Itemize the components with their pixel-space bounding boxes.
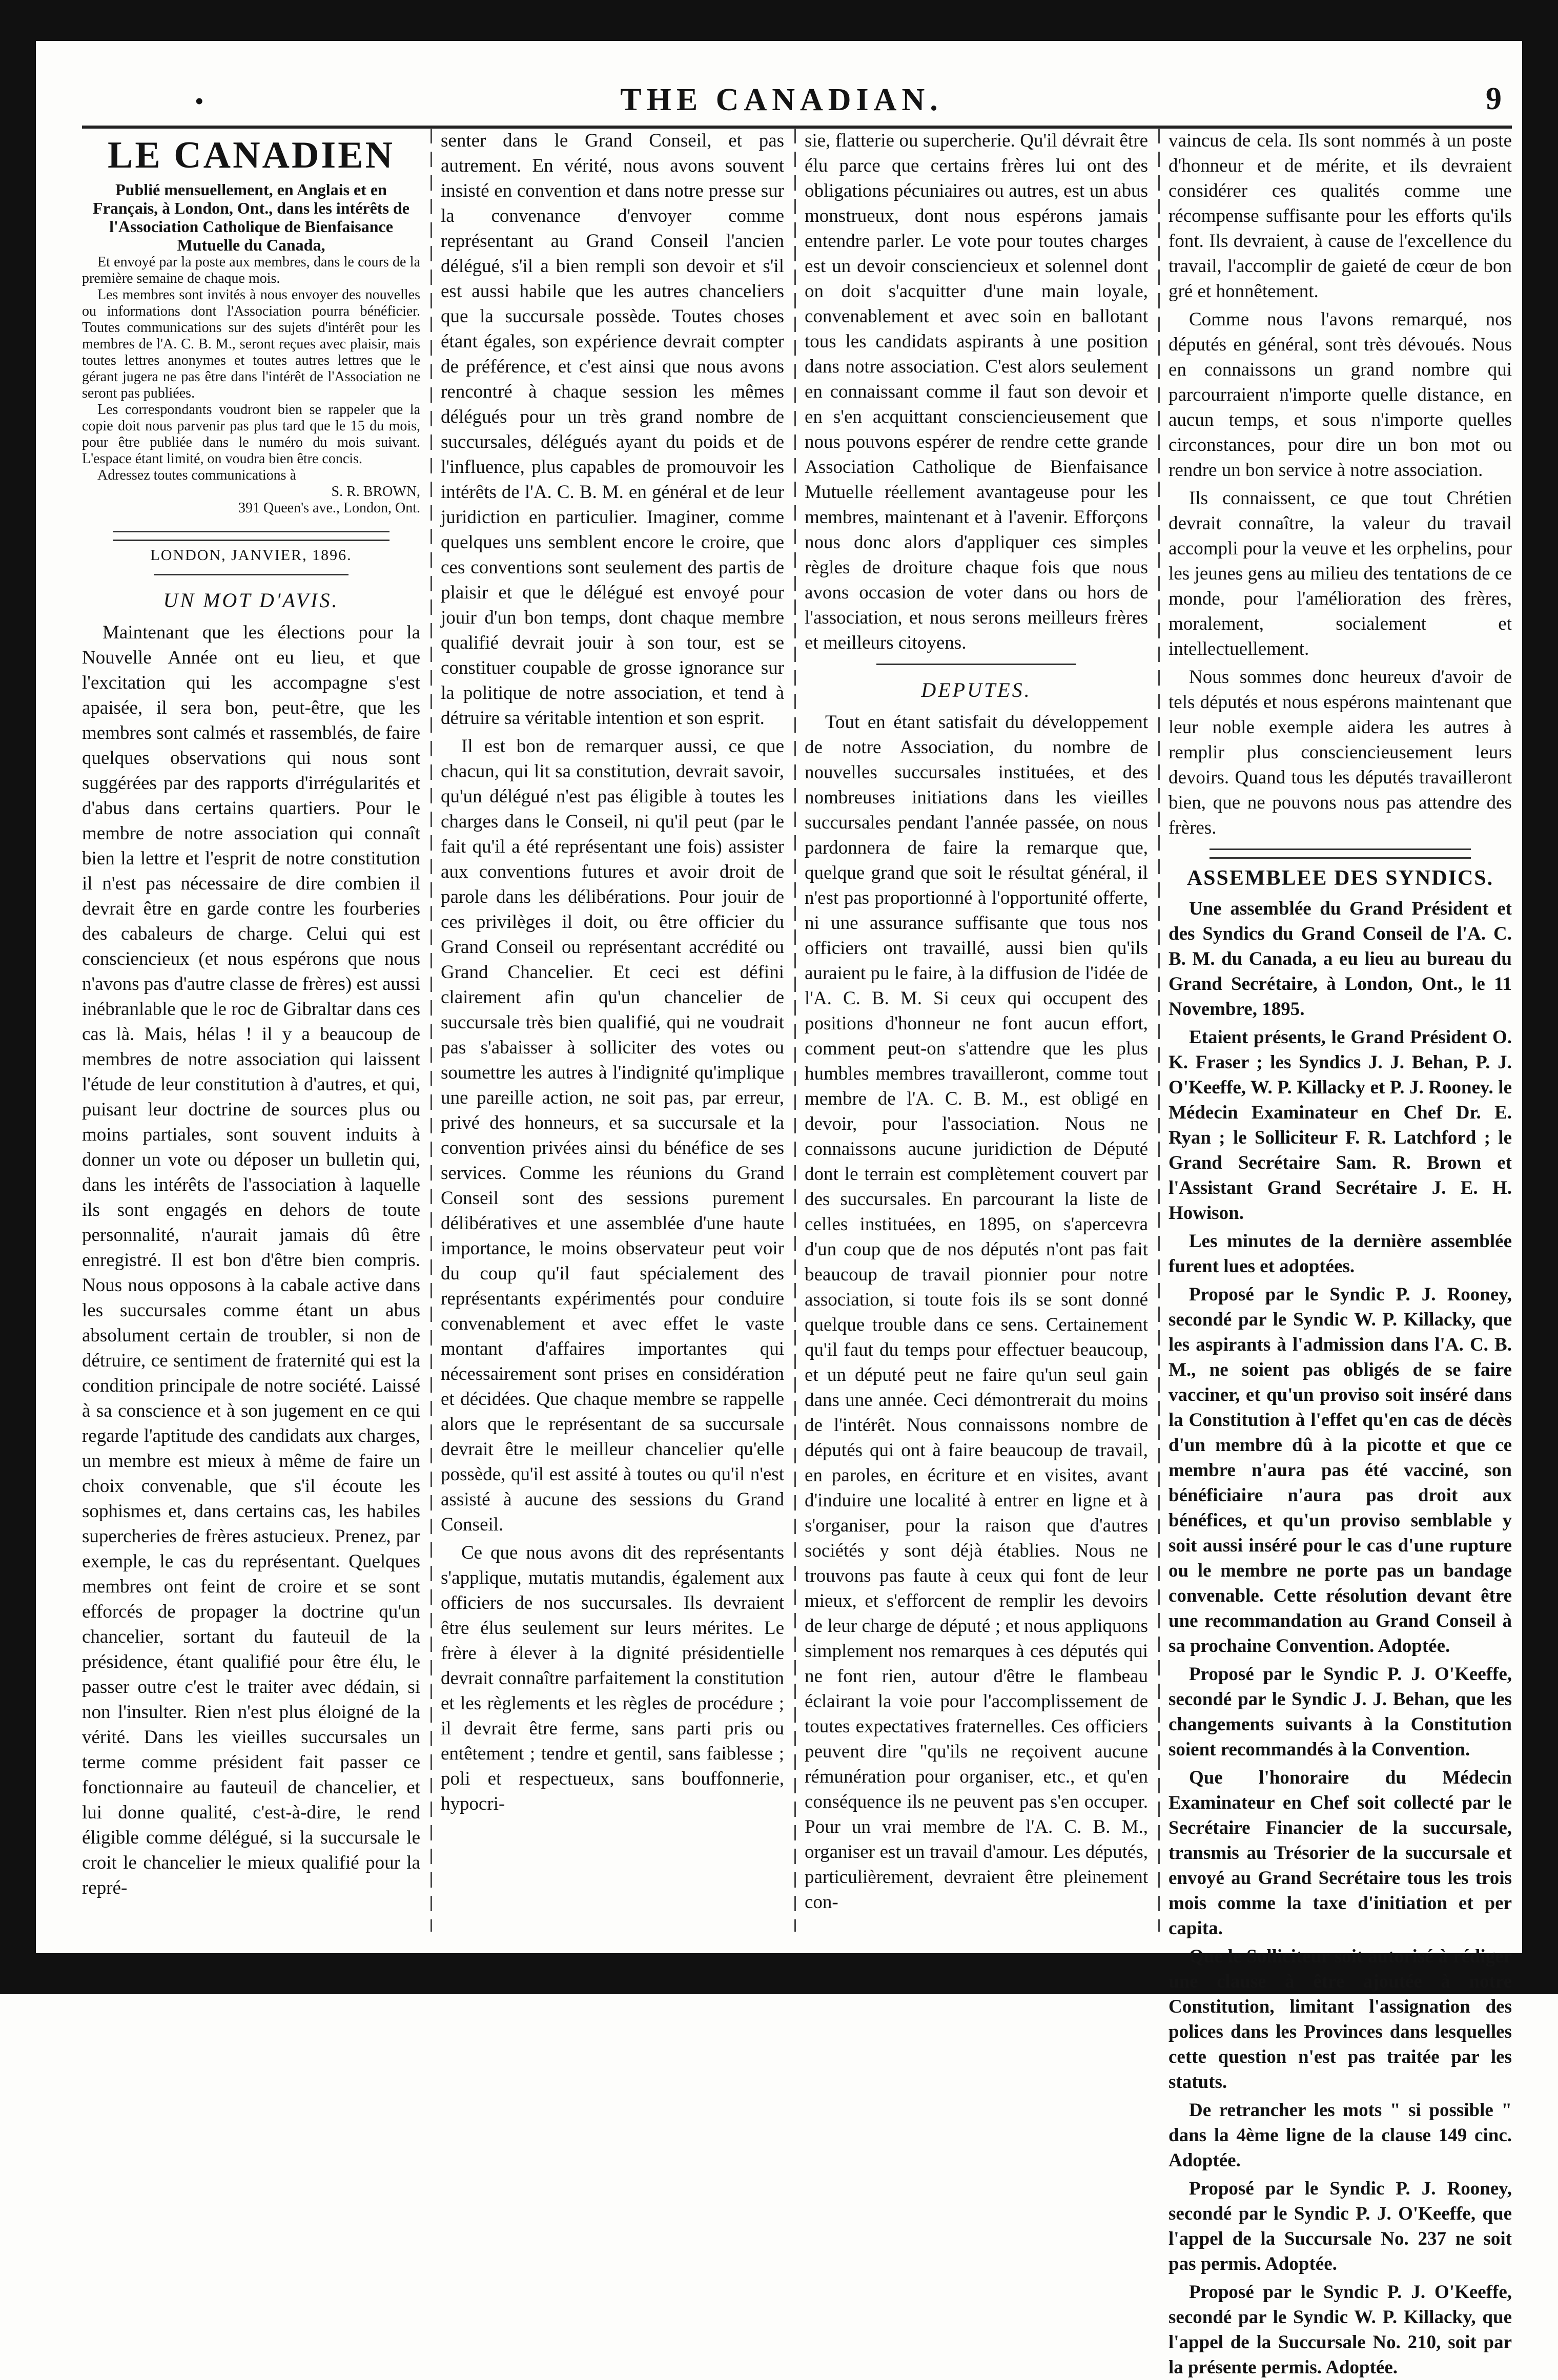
scan-border-right: [1522, 0, 1558, 1994]
notice-paragraph: Les correspondants voudront bien se rappeler que la copie doit nous parvenir pas plus tard que le 15 du mois, pour être publiée dans le numéro du mois suivant. L'espace étant limité, on voudra bien être concis.: [82, 402, 420, 467]
page-number: 9: [1486, 81, 1502, 116]
dateline: LONDON, JANVIER, 1896.: [150, 547, 352, 564]
publication-association: l'Association Catholique de Bienfaisance Mutuelle du Canada,: [109, 217, 393, 254]
ornamental-rule: [1210, 848, 1471, 859]
article-paragraph: Une assemblée du Grand Président et des Syndics du Grand Conseil de l'A. C. B. M. du Canada, a eu lieu au bureau du Grand Secrétaire, à London, Ont., le 11 Novembre, 1895.: [1168, 898, 1512, 1020]
notice-paragraph: Les membres sont invités à nous envoyer des nouvelles ou informations dont l'Association pourra bénéficier. Toutes communications sur des sujets d'intérêt pour les membres de l'A. C. B. M., seront reçues avec plaisir, mais toutes lettres anonymes et toutes autres lettres que le gérant jugera ne pas être dans l'intérêt de l'Association ne seront pas publiées.: [82, 287, 420, 401]
article-paragraph: Les minutes de la dernière assemblée furent lues et adoptées.: [1168, 1231, 1512, 1277]
column-4: [1168, 128, 1512, 2378]
publication-line: Et envoyé par la poste aux membres, dans le cours de la première semaine de chaque mois.: [82, 254, 420, 286]
article-paragraph: Proposé par le Syndic P. J. O'Keeffe, secondé par le Syndic J. J. Behan, que les changements suivants à la Constitution soient recommandés à la Convention.: [1168, 1664, 1512, 1760]
running-title: THE CANADIAN.: [620, 82, 943, 117]
article-paragraph: Proposé par le Syndic P. J. Rooney, secondé par le Syndic P. J. O'Keeffe, que l'appel de la Succursale No. 237 ne soit pas permis. Adoptée.: [1168, 2178, 1512, 2274]
article-paragraph: Il est bon de remarquer aussi, ce que chacun, qui lit sa constitution, devrait savoir, qu'un délégué n'est pas éligible à toutes les charges dans le Conseil, ni qu'il peut (par le fait qu'il a été représentant une fois) assister aux conventions futures et avoir droit de parole dans les délibérations. Pour jouir de ces privilèges il doit, ou être officier du Grand Conseil ou représentant accrédité ou Grand Chancelier. Et ceci est défini clairement afin qu'un chancelier de succursale très bien qualifié, qui ne voudrait pas s'abaisser à solliciter des votes ou soumettre les autres à l'indignité qu'implique une pareille action, ne soit pas, par erreur, privé des honneurs, et sa succursale et la convention privées ainsi du bénéfice de ses services. Comme les réunions du Grand Conseil sont des sessions purement délibératives et une assemblée d'une haute importance, le moins observateur peut voir du coup qu'il faut spécialement des représentants expérimentés pour conduire convenablement et avec effet le vaste montant d'affaires importantes qui nécessairement sont prises en considération et décidées. Que chaque membre se rappelle alors que le représentant de sa succursale devrait être le meilleur chancelier qu'elle possède, qu'il est assité à toutes ou qu'il n'est assisté à aucune des sessions du Grand Conseil.: [441, 736, 784, 1535]
article-paragraph: Ce que nous avons dit des représentants s'applique, mutatis mutandis, également aux officiers de nos succursales. Ils devraient être élus seulement sur leurs mérites. Le frère à élever à la dignité présidentielle devrait connaître parfaitement la constitution et les règlements et les règles de procédure ; il devrait être ferme, sans parti pris ou entêtement ; tendre et gentil, sans faiblesse ; poli et respectueux, sans bouffonnerie, hypocri-: [441, 1542, 784, 1814]
article-heading: UN MOT D'AVIS.: [163, 589, 339, 612]
thin-rule: [154, 574, 348, 578]
column-3: [805, 128, 1148, 1942]
header-dot: •: [195, 87, 204, 115]
scan-border-top: [0, 0, 1558, 41]
article-paragraph: sie, flatterie ou supercherie. Qu'il dévrait être élu parce que certains frères lui ont des obligations pécuniaires ou autres, est un abus monstrueux, dont nous espérons jamais entendre parler. Le vote pour toutes charges est un devoir consciencieux et solennel dont on doit s'acquitter d'une main loyale, convenablement et avec soin en ballotant tous les candidats aspirants à une position dans notre association. C'est alors seulement en connaissant comme il faut son devoir et en s'en acquittant consciencieusement que nous pouvons espérer de rendre cette grande Association Catholique de Bienfaisance Mutuelle réellement avantageuse pour les membres, maintenant et à l'avenir. Efforçons nous donc alors d'appliquer ces simples règles de droiture chaque fois que nous avons occasion de voter dans ou hors de l'association, et nous serons meilleurs frères et meilleurs citoyens.: [805, 130, 1148, 653]
article-heading: DEPUTES.: [921, 678, 1032, 701]
article-paragraph: Tout en étant satisfait du développement de notre Association, du nombre de nouvelles succursales instituées, et des nombreuses initiations dans les vieilles succursales pendant l'année passée, on nous pardonnera de faire la remarque que, quelque grand que soit le résultat général, il n'est pas proportionné à l'opportunité offerte, ni une assurance suffisante que tous nos officiers ont travaillé, aussi bien qu'ils auraient pu le faire, à la diffusion de l'idée de l'A. C. B. M. Si ceux qui occupent des positions d'honneur ne font aucun effort, comment peut-on s'attendre que les plus humbles membres travailleront, comme tout membre de l'A. C. B. M., est obligé en devoir, pour l'association. Nous ne connaissons aucune juridiction de Député dont le terrain est complètement couvert par des succursales. En parcourant la liste de celles instituées, en 1895, on s'apercevra d'un coup que de nos députés n'ont pas fait beaucoup de travail pionnier pour notre association, si toute fois ils se sont donné quelque trouble dans ce sens. Certainement qu'il faut du temps pour effectuer beaucoup, et un député peut ne faire qu'un seul gain dans une année. Ceci démontrerait du moins de l'intérêt. Nous connaissons nombre de députés qui ont à faire beaucoup de travail, en paroles, en écriture et en visites, avant d'induire une localité à entrer en ligne et à s'organiser, pour la raison que d'autres sociétés y sont déjà établies. Nous ne trouvons pas faute à ceux qui font de leur mieux, et s'efforcent de remplir les devoirs de leur charge de député ; et nous appliquons simplement nos remarques à ces députés qui ne font rien, autour d'être le flambeau éclairant la voie pour l'accomplissement de toutes expectatives fraternelles. Ces officiers peuvent dire "qu'ils ne reçoivent aucune rémunération pour organiser, etc., et qu'en conséquence ils ne peuvent pas s'en occuper. Pour un vrai membre de l'A. C. B. M., organiser est un travail d'amour. Les députés, particulièrement, devraient être pleinement con-: [805, 712, 1148, 1913]
column-divider: [430, 128, 432, 1932]
address-line: Adressez toutes communications à: [97, 467, 297, 483]
address-street: 391 Queen's ave., London, Ont.: [238, 500, 420, 516]
publication-line: Publié mensuellement, en Anglais et en Français, à London, Ont., dans les intérêts de: [93, 180, 409, 217]
masthead-block: [82, 180, 420, 516]
article-paragraph: Que le Solliciteur soit autorisé à rédiger une clause à être ajoutée à notre Constitution, limitant l'assignation des polices dans les Provinces dans lesquelles cette question n'est pas traitée par les statuts.: [1168, 1946, 1512, 2093]
article-paragraph: Proposé par le Syndic P. J. Rooney, secondé par le Syndic W. P. Killacky, que les aspirants à l'admission dans l'A. C. B. M., ne soient pas obligés de se faire vacciner, et qu'un proviso soit inséré dans la Constitution à l'effet qu'en cas de décès d'un membre dû à la picotte et que ce membre n'aura pas été vacciné, son bénéficiaire n'aura pas droit aux bénéfices, et qu'un proviso semblable y soit aussi inséré pour le cas d'une rupture ou le membre ne porte pas un bandage convenable. Cette résolution devant être une recommandation au Grand Conseil à sa prochaine Convention. Adoptée.: [1168, 1284, 1512, 1657]
column-divider: [794, 128, 796, 1932]
article-paragraph: senter dans le Grand Conseil, et pas autrement. En vérité, nous avons souvent insisté en convention et dans notre presse sur la convenance d'envoyer comme représentant au Grand Conseil l'ancien délégué, s'il a bien rempli son devoir et s'il est aussi habile que les autres chanceliers que la succursale possède. Toutes choses étant égales, son expérience devrait compter de préférence, et c'est ainsi que nous avons rencontré à chaque session les mêmes délégués pour un très grand nombre de succursales, délégués ayant du poids et de l'influence, plus capables de promouvoir les intérêts de l'A. C. B. M. en général et de leur juridiction en particulier. Imaginer, comme quelques uns semblent encore le croire, que ces conventions sont seulement des partis de plaisir et que le délégué est envoyé pour jouir d'un bon temps, dont chaque membre qualifié devrait jouir à son tour, est se constituer coupable de grosse ignorance sur la politique de notre association, et tend à détruire sa véritable intention et son esprit.: [441, 130, 784, 729]
masthead-title: LE CANADIEN: [107, 134, 395, 176]
running-header: [51, 77, 1512, 123]
column-2: [441, 128, 784, 1942]
article-paragraph: vaincus de cela. Ils sont nommés à un poste d'honneur et de mérite, et ils devraient considérer ces qualités comme une récompense suffisante pour les efforts qu'ils font. Ils devraient, à cause de l'excellence du travail, l'accomplir de gaieté de cœur de bon gré et honnêtement.: [1168, 130, 1512, 302]
article-paragraph: Proposé par le Syndic P. J. O'Keeffe, secondé par le Syndic W. P. Killacky, que l'appel de la Succursale No. 210, soit par la présente permis. Adoptée.: [1168, 2282, 1512, 2378]
scan-border-left: [0, 0, 36, 1994]
address-name: S. R. BROWN,: [331, 484, 420, 500]
article-heading: ASSEMBLEE DES SYNDICS.: [1186, 866, 1494, 890]
article-paragraph: De retrancher les mots " si possible " dans la 4ème ligne de la clause 149 cinc. Adoptée.: [1168, 2100, 1512, 2171]
column-1: [82, 128, 420, 1942]
article-paragraph: Comme nous l'avons remarqué, nos députés en général, sont très dévoués. Nous en connaissons un grand nombre qui parcourraient n'importe quelle distance, en aucun temps, et sous n'importe quelles circonstances, pour dire un bon mot ou rendre un bon service à notre association.: [1168, 309, 1512, 481]
article-paragraph: Nous sommes donc heureux d'avoir de tels députés et nous espérons maintenant que leur noble exemple aidera les autres à remplir plus consciencieusement leurs devoirs. Quand tous les députés travailleront bien, que ne pouvons nous pas attendre des frères.: [1168, 667, 1512, 838]
article-paragraph: Etaient présents, le Grand Président O. K. Fraser ; les Syndics J. J. Behan, P. J. O'Keeffe, W. P. Killacky et P. J. Rooney. le Médecin Examinateur en Chef Dr. E. Ryan ; le Solliciteur F. R. Latchford ; le Grand Secrétaire Sam. R. Brown et l'Assistant Grand Secrétaire J. E. H. Howison.: [1168, 1027, 1512, 1224]
newspaper-page: [51, 56, 1512, 2378]
article-paragraph: Maintenant que les élections pour la Nouvelle Année ont eu lieu, et que l'excitation qui les accompagne s'est apaisée, il sera bon, peut-être, que les membres sont calmés et rassemblés, de faire quelques observations qui nous sont suggérées par des rapports d'irrégularités et d'abus dans certains quartiers. Pour le membre de notre association qui connaît bien la lettre et l'esprit de notre constitution il n'est pas nécessaire de dire combien il devrait être en garde contre les fourberies des cabaleurs de charge. Celui qui est consciencieux (et nous espérons que nous n'avons pas d'autre classe de frères) est aussi inébranlable que le roc de Gibraltar dans ces cas là. Mais, hélas ! il y a beaucoup de membres de notre association qui laissent l'étude de leur constitution à d'autres, et qui, puisant leur doctrine de sources plus ou moins partiales, sont souvent induits à donner un vote ou déposer un bulletin qui, dans les intérêts de l'association à laquelle ils sont engagés en dehors de toute personnalité, n'aurait jamais dû être enregistré. Il est bon d'être bien compris. Nous nous opposons à la cabale active dans les succursales comme étant un abus absolument certain de troubler, si non de détruire, ce sentiment de fraternité qui est la condition principale de notre société. Laissé à sa conscience et à son jugement en ce qui regarde l'aptitude des candidats aux charges, un membre est mieux à même de faire un choix convenable, que s'il écoute les sophismes et, dans certains cas, les habiles supercheries de frères astucieux. Prenez, par exemple, le cas du représentant. Quelques membres ont feint de croire et se sont efforcés de propager la doctrine qu'un chancelier, sortant du fauteuil de la présidence, étant qualifié pour être élu, le passer outre c'est le traiter avec dédain, si non l'insulter. Rien n'est plus éloigné de la vérité. Dans les vieilles succursales un terme comme président fait passer ce fonctionnaire au fauteuil de chancelier, et lui donne qualité, c'est-à-dire, le rend éligible comme délégué, si la succursale le croit le chancelier le mieux qualifié pour la repré-: [82, 622, 420, 1898]
article-paragraph: Ils connaissent, ce que tout Chrétien devrait connaître, la valeur du travail accompli pour la veuve et les orphelins, pour les jeunes gens au milieu des tentations de ce monde, pour l'amélioration des frères, moralement, socialement et intellectuellement.: [1168, 488, 1512, 659]
column-divider: [1158, 128, 1160, 1932]
section-rule: [876, 664, 1076, 668]
ornamental-rule: [113, 531, 389, 541]
article-paragraph: Que l'honoraire du Médecin Examinateur en Chef soit collecté par le Secrétaire Financier de la succursale, transmis au Trésorier de la succursale et envoyé au Grand Secrétaire tous les trois mois comme la taxe d'initiation et per capita.: [1168, 1767, 1512, 1939]
